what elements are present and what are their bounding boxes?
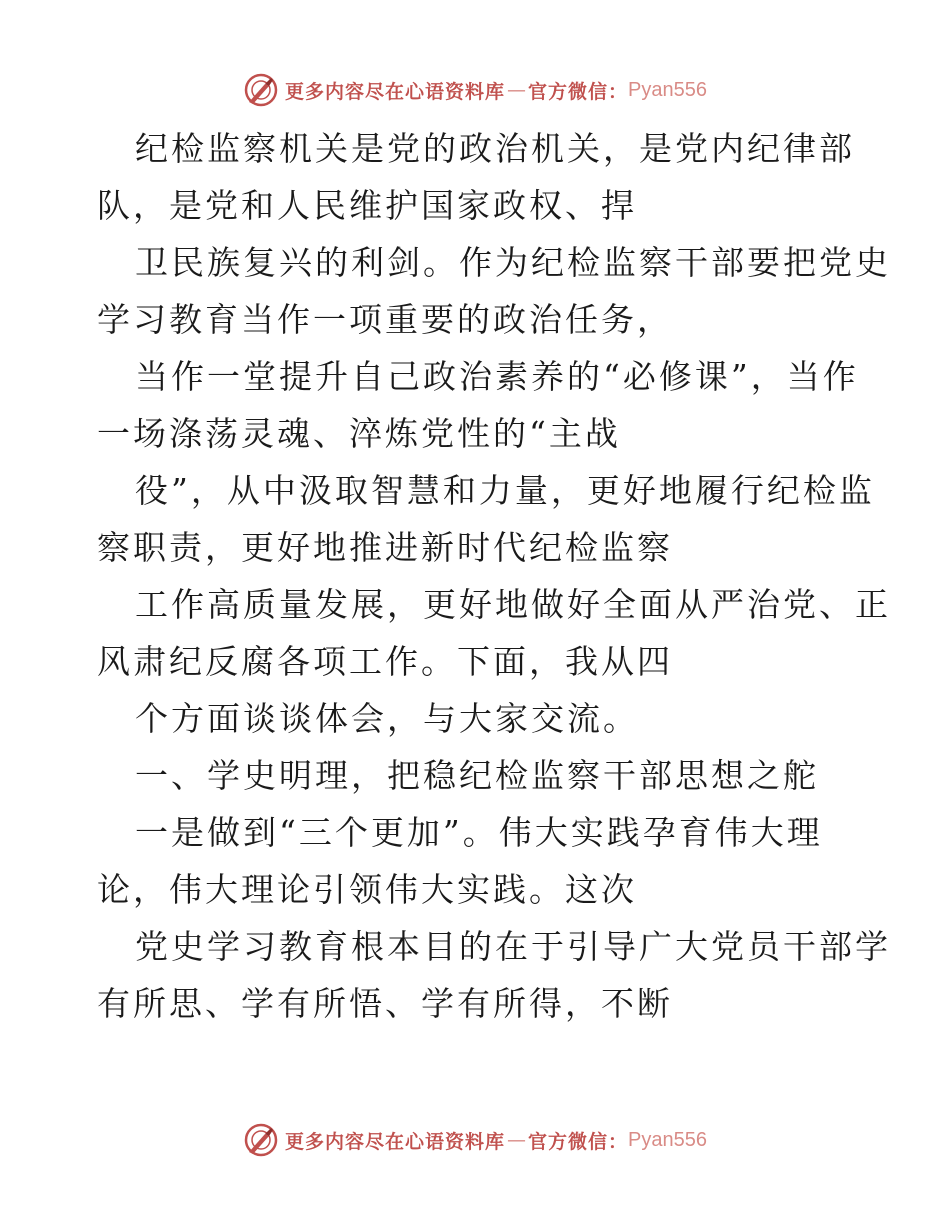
watermark-label: 官方微信： <box>528 80 629 103</box>
pen-logo-icon <box>243 1122 279 1158</box>
document-body <box>97 120 891 1032</box>
text-line <box>97 861 857 918</box>
watermark-separator: — <box>507 79 527 101</box>
pen-logo-icon <box>243 72 279 108</box>
line-text: 卫民族复兴的利剑。作为纪检监察干部要把党史 <box>135 243 891 282</box>
line-text: 察职责，更好地推进新时代纪检监察 <box>97 528 673 567</box>
line-text: 有所思、学有所悟、学有所得，不断 <box>97 984 673 1023</box>
text-line <box>97 462 875 519</box>
watermark-id: Pyan556 <box>628 1128 707 1151</box>
line-text: 一场涤荡灵魂、淬炼党性的“主战 <box>97 414 621 453</box>
text-line <box>97 177 857 234</box>
line-text: 役”，从中汲取智慧和力量，更好地履行纪检监 <box>135 471 875 510</box>
line-text: 纪检监察机关是党的政治机关，是党内纪律部 <box>135 129 855 168</box>
text-line <box>97 690 857 747</box>
text-line <box>97 405 857 462</box>
text-line <box>97 576 891 633</box>
line-text: 一是做到“三个更加”。伟大实践孕育伟大理 <box>135 813 823 852</box>
line-text: 学习教育当作一项重要的政治任务， <box>97 300 673 339</box>
text-line <box>97 918 891 975</box>
line-text: 党史学习教育根本目的在于引导广大党员干部学 <box>135 927 891 966</box>
text-line <box>97 633 857 690</box>
footer-watermark <box>0 1120 950 1160</box>
line-text: 论，伟大理论引领伟大实践。这次 <box>97 870 637 909</box>
watermark-brand: 更多内容尽在心语资料库 <box>285 80 506 103</box>
line-text: 当作一堂提升自己政治素养的“必修课”，当作 <box>135 357 859 396</box>
watermark-label: 官方微信： <box>528 1130 629 1153</box>
line-text: 队，是党和人民维护国家政权、捍 <box>97 186 637 225</box>
header-watermark <box>0 70 950 110</box>
line-text: 工作高质量发展，更好地做好全面从严治党、正 <box>135 585 891 624</box>
watermark-separator: — <box>507 1129 527 1151</box>
text-line <box>97 975 857 1032</box>
line-text: 个方面谈谈体会，与大家交流。 <box>135 699 639 738</box>
section-heading <box>97 747 857 804</box>
text-line <box>97 348 857 405</box>
text-line <box>97 804 857 861</box>
watermark-id: Pyan556 <box>628 78 707 101</box>
watermark-brand: 更多内容尽在心语资料库 <box>285 1130 506 1153</box>
text-line <box>97 120 857 177</box>
text-line <box>97 234 891 291</box>
line-text: 一、学史明理，把稳纪检监察干部思想之舵 <box>135 756 819 795</box>
text-line <box>97 291 857 348</box>
line-text: 风肃纪反腐各项工作。下面，我从四 <box>97 642 673 681</box>
text-line <box>97 519 857 576</box>
